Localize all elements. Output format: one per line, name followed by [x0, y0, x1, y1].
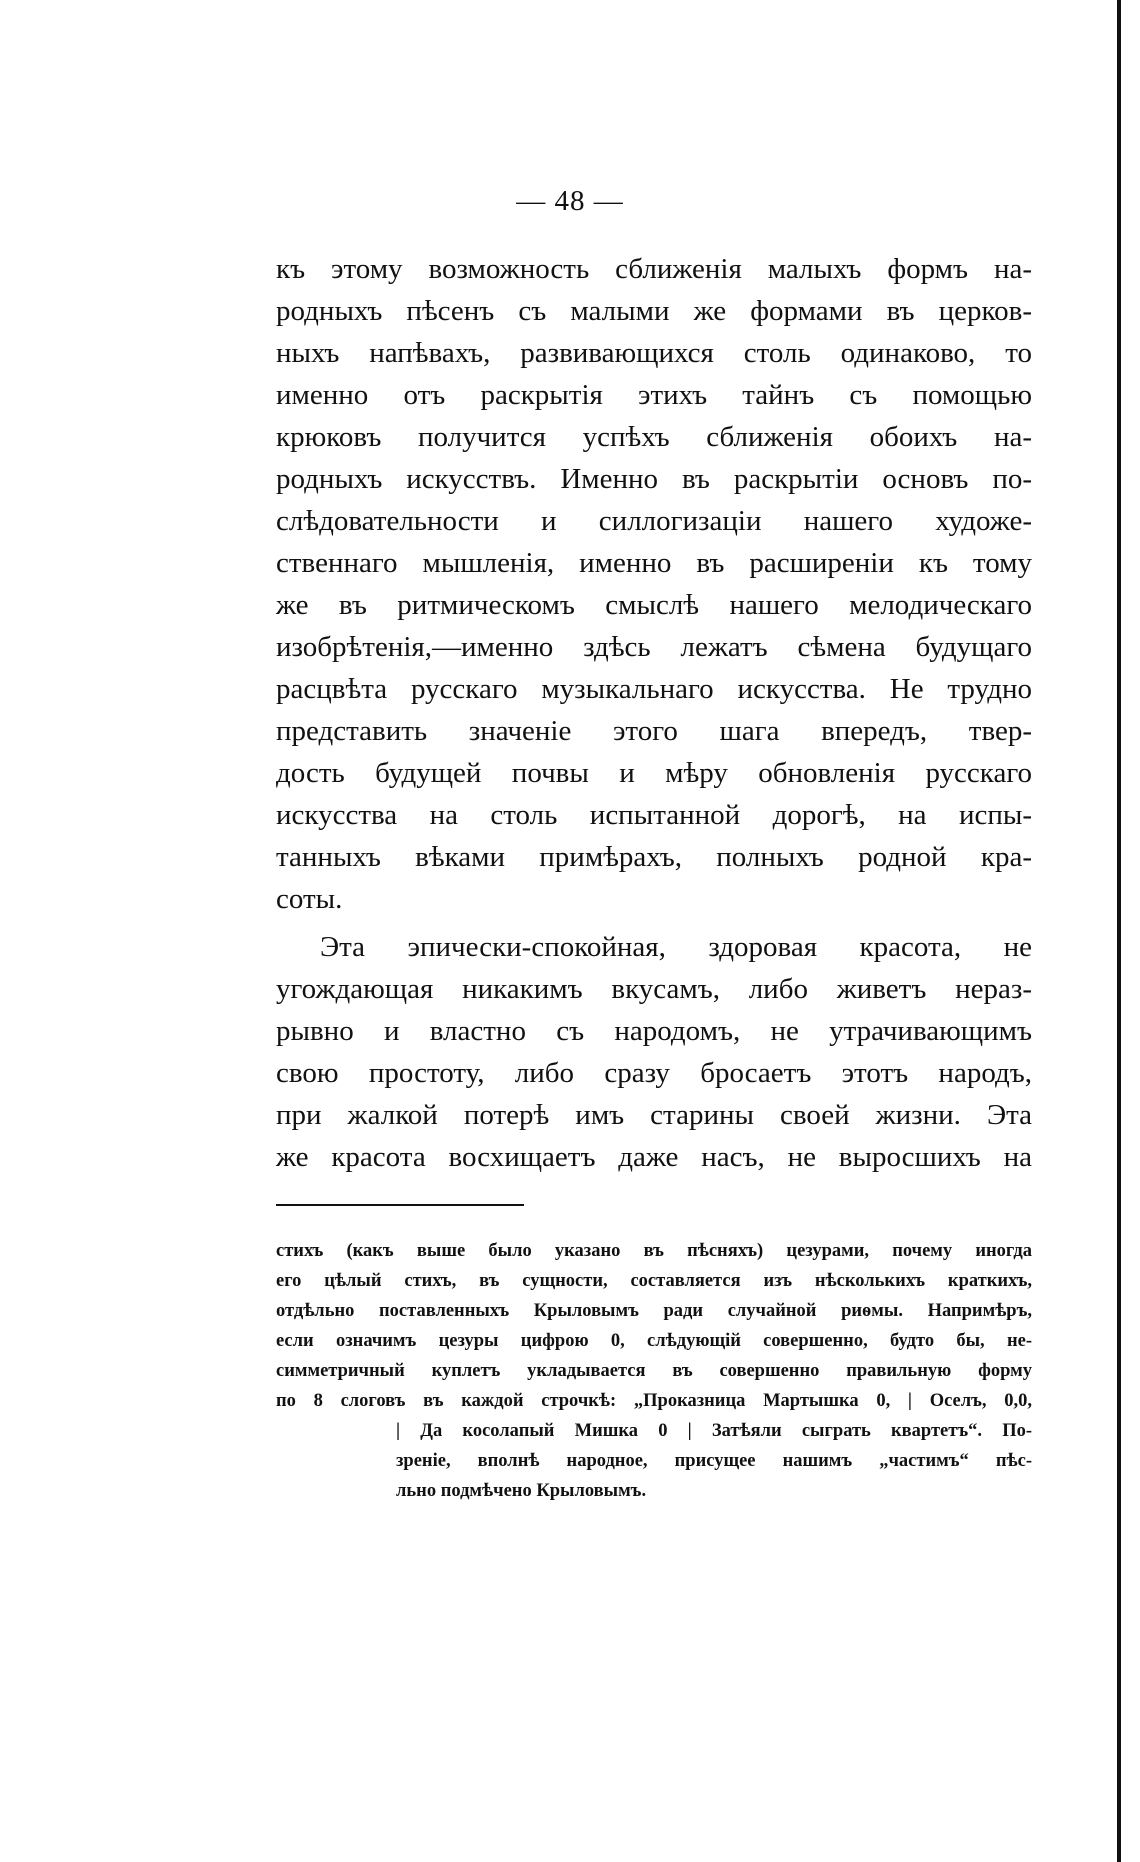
- text-line: же въ ритмическомъ смыслѣ нашего мелодическаго: [276, 589, 1032, 621]
- text-line: ныхъ напѣвахъ, развивающихся столь одинаково, то: [276, 337, 1032, 369]
- footnote: [276, 1236, 1032, 1506]
- footnote-line: по 8 слоговъ въ каждой строчкѣ: „Проказница Мартышка 0, | Оселъ, 0,0,: [276, 1391, 1032, 1411]
- text-line: ственнаго мышленія, именно въ расширеніи къ тому: [276, 547, 1032, 579]
- text-line: родныхъ пѣсенъ съ малыми же формами въ церков-: [276, 295, 1032, 327]
- paragraph-1: [276, 248, 1032, 920]
- text-line: расцвѣта русскаго музыкальнаго искусства. Не трудно: [276, 673, 1032, 705]
- text-line: изобрѣтенія,—именно здѣсь лежатъ сѣмена будущаго: [276, 631, 1032, 663]
- text-line: именно отъ раскрытія этихъ тайнъ съ помощью: [276, 379, 1032, 411]
- text-line: родныхъ искусствъ. Именно въ раскрытіи основъ по-: [276, 463, 1032, 495]
- text-line: слѣдовательности и силлогизаціи нашего художе-: [276, 505, 1032, 537]
- text-line: свою простоту, либо сразу бросаетъ этотъ народъ,: [276, 1057, 1032, 1089]
- main-text: [276, 248, 1032, 1178]
- footnote-line: льно подмѣчено Крыловымъ.: [396, 1481, 647, 1501]
- page-edge-line: [1117, 0, 1121, 1862]
- footnote-line: если означимъ цезуры цифрою 0, слѣдующій совершенно, будто бы, не-: [276, 1331, 1032, 1351]
- page-number: — 48 —: [516, 185, 624, 217]
- footnote-line: | Да косолапый Мишка 0 | Затѣяли сыграть квартетъ“. По-: [396, 1421, 1032, 1441]
- footnote-line: его цѣлый стихъ, въ сущности, составляется изъ нѣсколькихъ краткихъ,: [276, 1271, 1032, 1291]
- text-line: соты.: [276, 883, 343, 915]
- text-line: танныхъ вѣками примѣрахъ, полныхъ родной кра-: [276, 841, 1032, 873]
- text-line: угождающая никакимъ вкусамъ, либо живетъ нераз-: [276, 973, 1032, 1005]
- text-line: искусства на столь испытанной дорогѣ, на испы-: [276, 799, 1032, 831]
- text-line: Эта эпически-спокойная, здоровая красота, не: [320, 931, 1032, 963]
- text-line: представить значеніе этого шага впередъ, твер-: [276, 715, 1032, 747]
- footnote-separator: [276, 1204, 524, 1206]
- footnote-line: отдѣльно поставленныхъ Крыловымъ ради случайной риѳмы. Напримѣръ,: [276, 1301, 1032, 1321]
- footnote-line: зреніе, вполнѣ народное, присущее нашимъ „частимъ“ пѣс-: [396, 1451, 1032, 1471]
- text-line: крюковъ получится успѣхъ сближенія обоихъ на-: [276, 421, 1032, 453]
- text-line: рывно и властно съ народомъ, не утрачивающимъ: [276, 1015, 1032, 1047]
- text-line: къ этому возможность сближенія малыхъ формъ на-: [276, 253, 1032, 285]
- text-line: при жалкой потерѣ имъ старины своей жизни. Эта: [276, 1099, 1032, 1131]
- paragraph-2: [276, 926, 1032, 1178]
- text-line: же красота восхищаетъ даже насъ, не выросшихъ на: [276, 1141, 1032, 1173]
- footnote-line: симметричный куплетъ укладывается въ совершенно правильную форму: [276, 1361, 1032, 1381]
- text-line: дость будущей почвы и мѣру обновленія русскаго: [276, 757, 1032, 789]
- footnote-line: стихъ (какъ выше было указано въ пѣсняхъ) цезурами, почему иногда: [276, 1241, 1032, 1261]
